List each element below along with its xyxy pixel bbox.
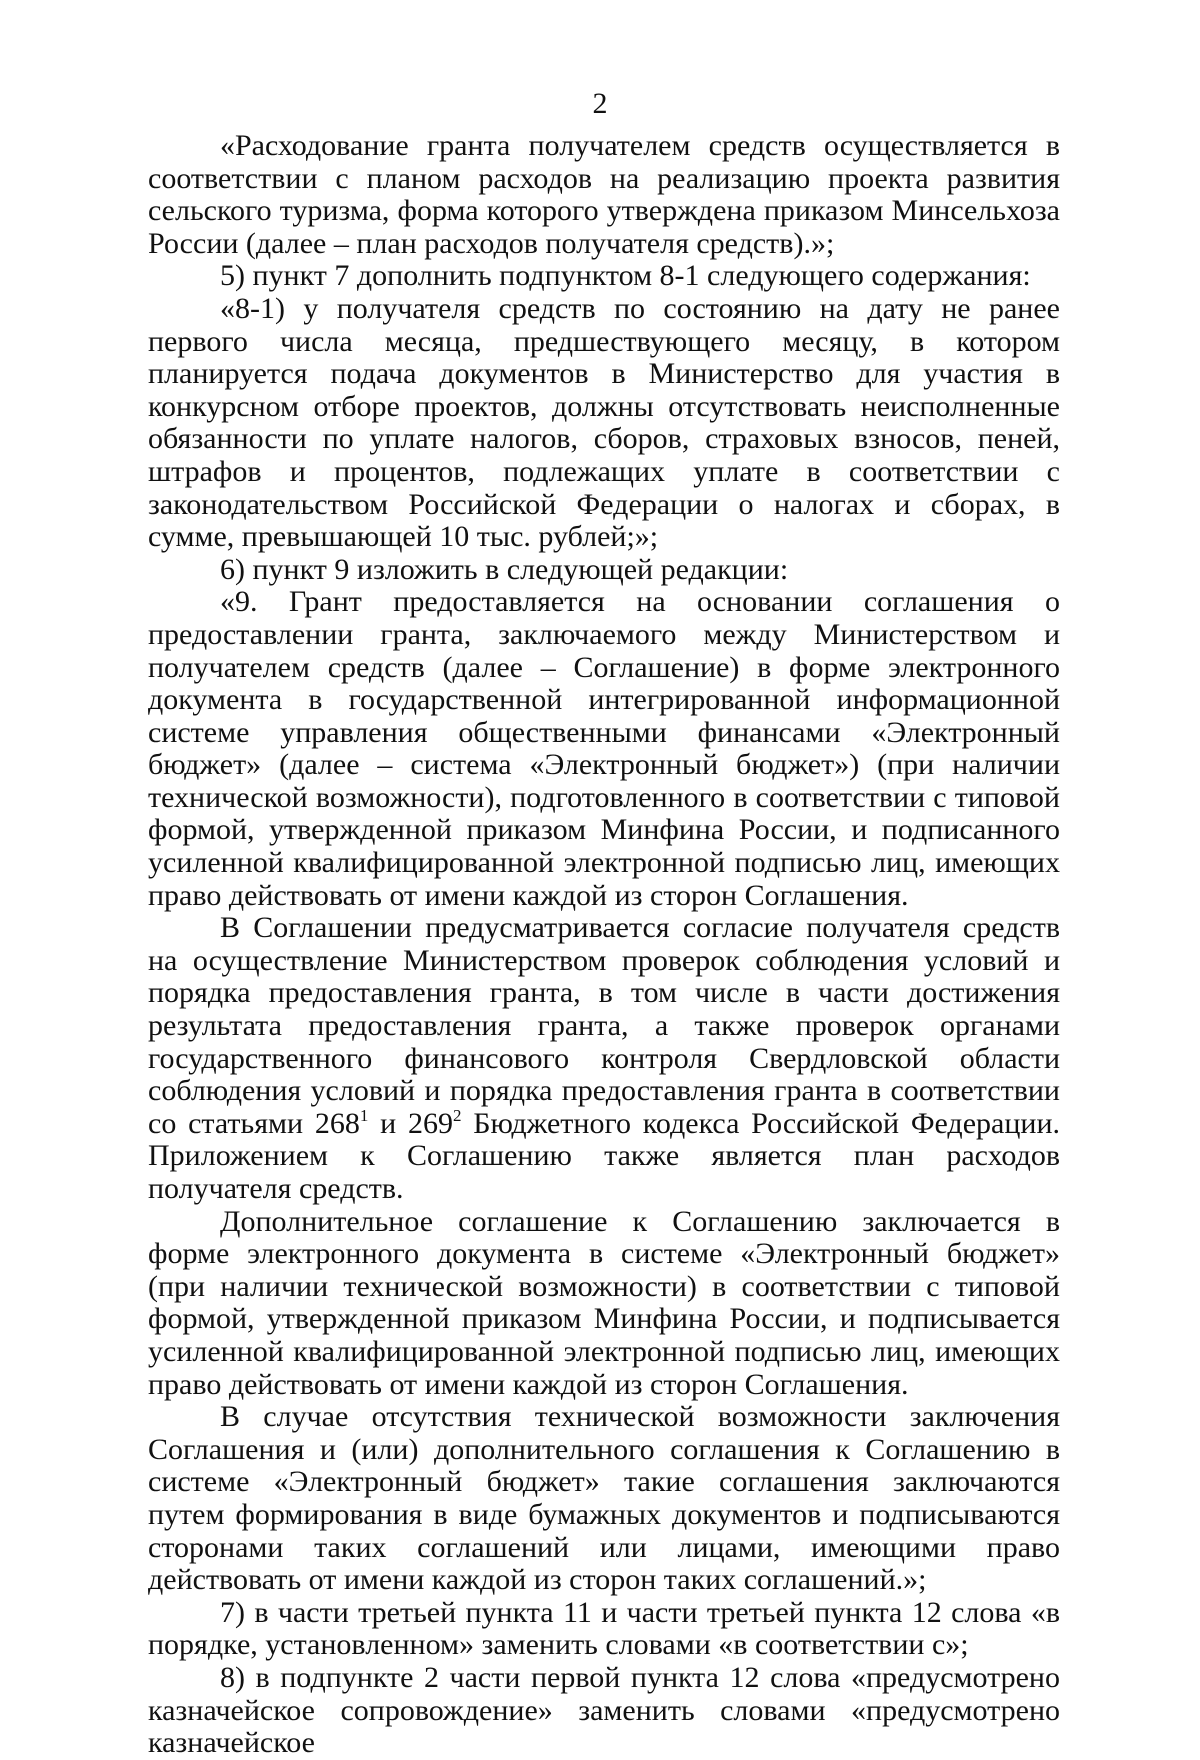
paragraph-additional-agreement: Дополнительное соглашение к Соглашению заключается в форме электронного документа в системе «Электронный бюджет» (при наличии технической возможности) в соответствии с типовой формой, утвержденной приказом Минфина России, и подписывается усиленной квалифицированной электронной подписью лиц, имеющих право действовать от имени каждой из сторон Соглашения.	[148, 1204, 1060, 1401]
paragraph-item-7: 7) в части третьей пункта 11 и части третьей пункта 12 слова «в порядке, установленном» заменить словами «в соответствии с»;	[148, 1595, 1060, 1662]
paragraph-item-6: 6) пункт 9 изложить в следующей редакции:	[220, 552, 789, 586]
consent-text-end: Бюджетного кодекса Российской Федерации. Приложением к Соглашению также является план расходов получателя средств.	[148, 1106, 1060, 1205]
paragraph-expenditure-plan: «Расходование гранта получателем средств осуществляется в соответствии с планом расходов на реализацию проекта развития сельского туризма, форма которого утверждена приказом Минсельхоза России (далее – план расходов получателя средств).»;	[148, 129, 1060, 260]
paragraph-item-8: 8) в подпункте 2 части первой пункта 12 слова «предусмотрено казначейское сопровождение» заменить словами «предусмотрено казначейское	[148, 1660, 1060, 1760]
paragraph-paper-documents: В случае отсутствия технической возможности заключения Соглашения и (или) дополнительного соглашения к Соглашению в системе «Электронный бюджет» такие соглашения заключаются путем формирования в виде бумажных документов и подписываются сторонами таких соглашений или лицами, имеющими право действовать от имени каждой из сторон таких соглашений.»;	[148, 1400, 1060, 1597]
article-268-superscript: 1	[359, 1105, 369, 1125]
consent-text-start: В Соглашении предусматривается согласие получателя средств на осуществление Министерством проверок соблюдения условий и порядка предоставления гранта, в том числе в части достижения результата предоставления гранта, а также проверок органами государственного финансового контроля Свердловской области соблюдения условий и порядка предоставления гранта в соответствии со статьями 268	[148, 911, 1060, 1140]
paragraph-subitem-8-1: «8-1) у получателя средств по состоянию на дату не ранее первого числа месяца, предшествующего месяцу, в котором планируется подача документов в Министерство для участия в конкурсном отборе проектов, должны отсутствовать неисполненные обязанности по уплате налогов, сборов, страховых взносов, пеней, штрафов и процентов, подлежащих уплате в соответствии с законодательством Российской Федерации о налогах и сборах, в сумме, превышающей 10 тыс. рублей;»;	[148, 291, 1060, 554]
document-body	[148, 130, 1060, 1760]
article-269-superscript: 2	[452, 1105, 462, 1125]
consent-text-middle: и 269	[368, 1106, 453, 1140]
page-number: 2	[592, 87, 608, 120]
paragraph-item-9: «9. Грант предоставляется на основании соглашения о предоставлении гранта, заключаемого между Министерством и получателем средств (далее – Соглашение) в форме электронного документа в государственной интегрированной информационной системе управления общественными финансами «Электронный бюджет» (далее – система «Электронный бюджет») (при наличии технической возможности), подготовленного в соответствии с типовой формой, утвержденной приказом Минфина России, и подписанного усиленной квалифицированной электронной подписью лиц, имеющих право действовать от имени каждой из сторон Соглашения.	[148, 585, 1060, 912]
paragraph-agreement-consent	[148, 912, 1060, 1205]
paragraph-item-5: 5) пункт 7 дополнить подпунктом 8-1 следующего содержания:	[220, 259, 1031, 293]
